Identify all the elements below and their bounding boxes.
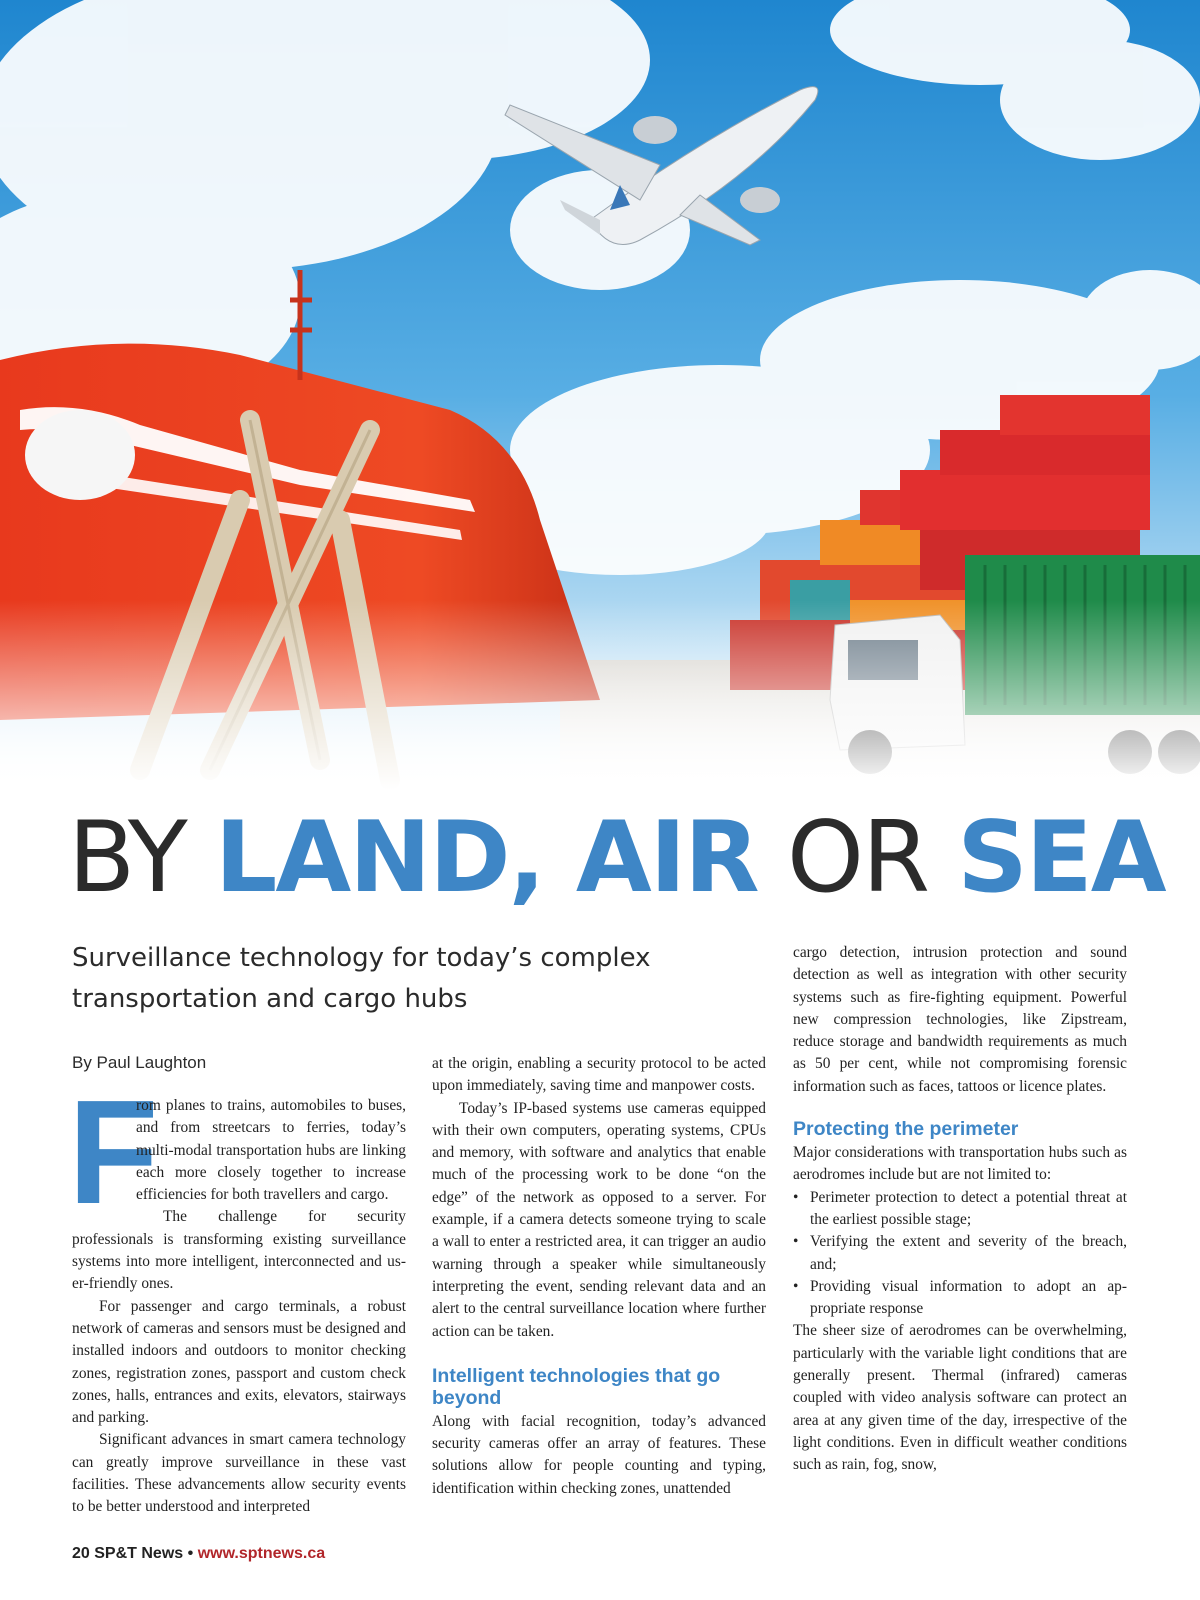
title-word-sea: SEA bbox=[957, 801, 1165, 915]
article-column-2 bbox=[432, 1053, 766, 1500]
drop-cap: F bbox=[68, 1070, 159, 1235]
page-title bbox=[68, 801, 1165, 915]
byline: By Paul Laughton bbox=[72, 1053, 207, 1072]
footer-url-link[interactable]: www.sptnews.ca bbox=[197, 1545, 326, 1562]
footer-separator: • bbox=[187, 1545, 194, 1562]
hero-image bbox=[0, 0, 1200, 790]
section-heading-intelligent-technologies: Intelligent technologies that go beyond bbox=[432, 1364, 721, 1409]
list-item-text: Providing visual information to adopt an appropriate response bbox=[810, 1277, 1127, 1318]
list-item bbox=[793, 1231, 1127, 1276]
bullet-icon: • bbox=[793, 1188, 799, 1206]
paragraph: For passenger and cargo terminals, a robust network of cameras and sensors must be designed and installed indoors and outdoors to monitor checking zones, registration zones, passport and custom check zones, halls, entrances and exits, elevators, stairways and parking. bbox=[72, 1297, 406, 1427]
list-item-text: Perimeter protection to detect a potential threat at the earliest possible stage; bbox=[810, 1188, 1127, 1228]
article-column-3 bbox=[793, 942, 1127, 1477]
title-word-or: OR bbox=[786, 801, 929, 915]
lead-paragraph bbox=[68, 1070, 406, 1235]
paragraph: Major considerations with transportation hubs such as aerodromes include but are not limited to: bbox=[793, 1144, 1127, 1184]
paragraph: cargo detection, intrusion protection and sound detection as well as integration with other security systems such as fire-fighting equipment. Powerful new compression technologies, like Zipstream, reduce storage and bandwidth requirements as much as 50 per cent, while not compromising forensic information such as faces, tattoos or licence plates. bbox=[793, 944, 1127, 1095]
section-heading-protecting-perimeter: Protecting the perimeter bbox=[793, 1118, 1019, 1141]
paragraph: The sheer size of aerodromes can be overwhelming, particularly with the variable light conditions that are generally present. Thermal (infrared) cameras coupled with video analysis software can protect an area at any given time of the day, irrespective of the light conditions. Even in difficult weather conditions such as rain, fog, snow, bbox=[793, 1322, 1127, 1474]
bullet-list bbox=[793, 1187, 1127, 1321]
paragraph: Today’s IP-based systems use cameras equipped with their own computers, operating systems, CPUs and memory, with software and analytics that enable much of the processing work to be done “on the edge” of the network as opposed to a server. For example, if a camera detects someone trying to scale a wall to enter a restricted area, it can trigger an audio warning through a speaker while simultaneously interpreting the event, sending relevant data and an alert to the central surveillance location where further action can be taken. bbox=[432, 1099, 766, 1340]
article-column-1 bbox=[68, 1070, 406, 1519]
paragraph: at the origin, enabling a security protocol to be acted upon immediately, saving time and manpower costs. bbox=[432, 1055, 766, 1095]
page-footer bbox=[72, 1545, 325, 1563]
publication-name: SP&T News bbox=[94, 1545, 184, 1562]
list-item bbox=[793, 1187, 1127, 1232]
list-item-text: Verifying the extent and severity of the breach, and; bbox=[810, 1233, 1127, 1273]
paragraph: Along with facial recognition, today’s advanced security cameras offer an array of features. These solutions allow for people counting and typing, identification within checking zones, unattended bbox=[432, 1412, 766, 1497]
bullet-icon: • bbox=[793, 1233, 799, 1251]
paragraph: Significant advances in smart camera technology can greatly improve surveillance in these vast facilities. These advancements allow security events to be better understood and interpreted bbox=[72, 1431, 406, 1516]
page-number: 20 bbox=[72, 1545, 90, 1562]
bullet-icon: • bbox=[793, 1277, 799, 1295]
title-word-by: BY bbox=[68, 801, 186, 915]
list-item bbox=[793, 1276, 1127, 1321]
paragraph: The challenge for security professionals is transforming existing surveillance systems into more intelligent, interconnected and user-friendly ones. bbox=[72, 1208, 406, 1293]
subtitle: Surveillance technology for today’s complex transportation and cargo hubs bbox=[72, 943, 651, 1014]
title-word-land-air: LAND, AIR bbox=[214, 801, 758, 915]
lead-text: rom planes to trains, automobiles to buses, and from streetcars to ferries, today’s multi-modal transportation hubs are linking each more closely together to increase efficiencies for both travellers and cargo. bbox=[136, 1097, 406, 1204]
